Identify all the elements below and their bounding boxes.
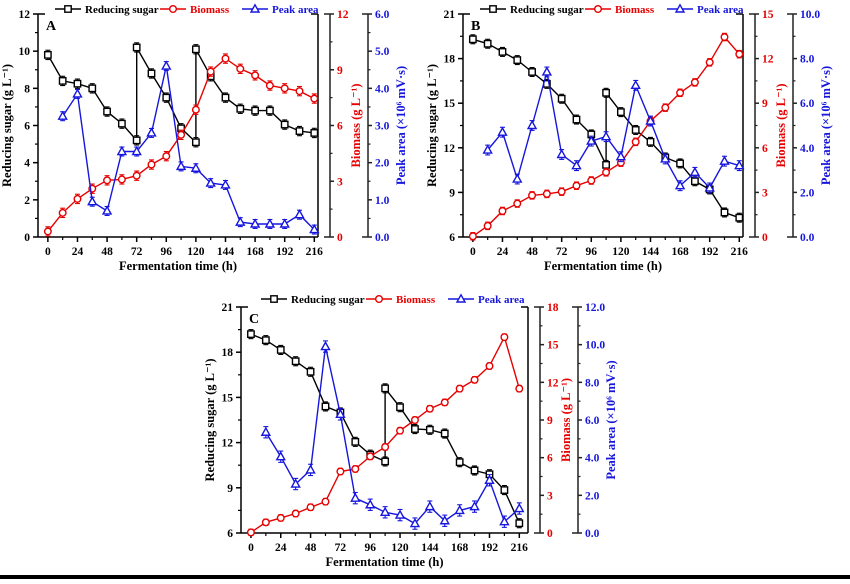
axis-biomass-title: Biomass (g L⁻¹) xyxy=(559,378,573,462)
axis-text: 6.0 xyxy=(375,9,390,21)
axis-text: 9 xyxy=(227,482,233,495)
axis-text: 48 xyxy=(101,246,113,258)
axis-text: 6 xyxy=(337,120,343,133)
plot-frame-right xyxy=(736,14,743,237)
chart-svg-A xyxy=(0,0,425,290)
axis-text: 10.0 xyxy=(585,339,606,352)
axis-text: 24 xyxy=(275,542,287,554)
axis-text: 192 xyxy=(480,542,499,554)
axis-peak-area-title: Peak area (×10⁶ mV·s) xyxy=(819,65,833,186)
axis-text: 216 xyxy=(305,246,323,258)
chart-panel-c xyxy=(203,290,663,580)
axis-biomass-title: Biomass (g L⁻¹) xyxy=(774,83,788,168)
axis-text: 96 xyxy=(160,246,173,258)
left-axis-title: Reducing sugar (g L⁻¹) xyxy=(0,64,14,187)
axis-text: 18 xyxy=(547,302,559,314)
axis-text: 168 xyxy=(671,246,689,258)
axis-text: 8.0 xyxy=(800,53,815,66)
axis-text: 0.0 xyxy=(800,232,815,244)
axis-text: 5.0 xyxy=(375,46,390,59)
axis-text: 15 xyxy=(547,339,559,352)
legend-label-1: Reducing sugar xyxy=(85,4,159,16)
left-axis-title: Reducing sugar (g L⁻¹) xyxy=(425,64,439,187)
axis-text: 12 xyxy=(547,377,559,390)
axis-text: 144 xyxy=(216,246,235,258)
axis-text: 4 xyxy=(24,157,30,170)
axis-text: 12.0 xyxy=(585,302,606,314)
axis-text: 12 xyxy=(18,9,30,21)
plot-frame-right xyxy=(311,14,318,237)
axis-text: 96 xyxy=(585,246,598,258)
axis-text: 12 xyxy=(337,9,349,21)
axis-text: 8 xyxy=(24,83,30,96)
axis-text: 24 xyxy=(71,246,84,258)
axis-text: 2.0 xyxy=(800,187,815,200)
axis-peak-area xyxy=(362,14,372,237)
chart-svg-B xyxy=(425,0,850,290)
axis-text: 0 xyxy=(337,232,343,244)
axis-text: 192 xyxy=(276,246,294,258)
panel-label: C xyxy=(249,312,260,327)
axis-text: 6 xyxy=(547,452,553,465)
axis-text: 0 xyxy=(762,232,768,244)
axis-text: 21 xyxy=(443,9,455,21)
series-reducing-sugar xyxy=(470,35,743,222)
axis-text: 3.0 xyxy=(375,120,390,133)
left-axis-title: Reducing sugar (g L⁻¹) xyxy=(203,358,217,482)
axis-text: 2 xyxy=(24,194,30,207)
axis-text: 18 xyxy=(443,53,455,66)
axis-text: 1.0 xyxy=(375,194,390,207)
legend-label-2: Biomass xyxy=(396,294,436,306)
legend-label-3: Peak area xyxy=(697,4,744,16)
axis-text: 0 xyxy=(469,246,476,258)
axis-text: 4.0 xyxy=(585,452,600,465)
axis-text: 18 xyxy=(221,347,233,360)
axis-text: 4.0 xyxy=(375,83,390,96)
axis-peak-area xyxy=(787,14,797,237)
series-peak-area xyxy=(262,341,523,529)
axis-text: 9 xyxy=(547,415,553,427)
legend xyxy=(55,4,319,16)
axis-text: 0 xyxy=(248,542,254,554)
panel-label: B xyxy=(471,19,481,34)
axis-text: 15 xyxy=(762,9,774,21)
axis-text: 72 xyxy=(555,246,568,258)
axis-text: 12 xyxy=(221,437,233,450)
series-peak-area xyxy=(484,67,744,193)
x-axis-title: Fermentation time (h) xyxy=(325,555,444,569)
axis-biomass xyxy=(324,14,334,237)
axis-text: 3 xyxy=(762,187,768,200)
axis-text: 0.0 xyxy=(585,528,600,540)
axis-text: 8.0 xyxy=(585,377,600,390)
axis-text: 10 xyxy=(18,46,30,59)
axis-text: 96 xyxy=(364,542,376,554)
axis-text: 144 xyxy=(641,246,660,258)
axis-text: 15 xyxy=(443,98,455,111)
axis-bottom xyxy=(38,237,318,242)
axis-text: 48 xyxy=(526,246,538,258)
x-axis-title: Fermentation time (h) xyxy=(118,259,238,273)
axis-text: 3 xyxy=(337,176,343,189)
axis-text: 9 xyxy=(762,98,768,111)
axis-biomass xyxy=(749,14,759,237)
axis-bottom xyxy=(241,533,528,538)
axis-text: 12 xyxy=(443,142,455,155)
axis-text: 168 xyxy=(246,246,264,258)
axis-text: 0 xyxy=(547,528,553,540)
axis-left xyxy=(458,14,470,237)
axis-bottom xyxy=(463,237,743,242)
axis-left xyxy=(33,14,45,237)
chart-panel-a xyxy=(0,0,425,295)
axis-text: 10.0 xyxy=(800,9,821,21)
axis-text: 15 xyxy=(221,392,233,405)
axis-text: 6.0 xyxy=(800,98,815,111)
axis-biomass-title: Biomass (g L⁻¹) xyxy=(349,83,363,168)
axis-text: 9 xyxy=(337,64,343,77)
axis-text: 6 xyxy=(762,142,768,155)
series-biomass xyxy=(45,54,318,236)
axis-text: 72 xyxy=(334,542,347,554)
axis-text: 120 xyxy=(612,246,630,258)
plot-frame-right xyxy=(521,307,528,533)
legend-label-1: Reducing sugar xyxy=(510,4,584,16)
axis-text: 12 xyxy=(762,53,774,66)
axis-text: 216 xyxy=(730,246,748,258)
x-axis-title: Fermentation time (h) xyxy=(543,259,663,273)
axis-text: 6 xyxy=(449,232,455,244)
axis-text: 192 xyxy=(701,246,719,258)
series-reducing-sugar xyxy=(248,330,523,528)
axis-text: 0 xyxy=(44,246,51,258)
axis-text: 2.0 xyxy=(585,490,600,503)
axis-text: 144 xyxy=(421,542,439,554)
axis-text: 3 xyxy=(547,490,553,503)
axis-text: 72 xyxy=(130,246,143,258)
axis-text: 4.0 xyxy=(800,142,815,155)
axis-text: 6 xyxy=(227,528,233,540)
axis-text: 168 xyxy=(451,542,469,554)
axis-text: 120 xyxy=(187,246,205,258)
legend xyxy=(261,294,525,306)
axis-text: 9 xyxy=(449,187,455,200)
chart-svg-C xyxy=(203,290,663,575)
axis-text: 120 xyxy=(391,542,409,554)
legend-label-2: Biomass xyxy=(615,4,655,16)
axis-text: 2.0 xyxy=(375,157,390,170)
axis-left xyxy=(236,307,248,533)
legend-label-2: Biomass xyxy=(190,4,230,16)
figure-bottom-border xyxy=(0,575,850,579)
axis-text: 6 xyxy=(24,120,30,133)
axis-peak-area-title: Peak area (×10⁶ mV·s) xyxy=(604,360,618,480)
axis-text: 48 xyxy=(304,542,317,554)
axis-peak-area xyxy=(572,307,582,533)
axis-peak-area-title: Peak area (×10⁶ mV·s) xyxy=(394,65,408,186)
axis-text: 6.0 xyxy=(585,415,600,427)
panel-label: A xyxy=(46,19,57,34)
axis-text: 0.0 xyxy=(375,232,390,244)
axis-text: 0 xyxy=(24,232,30,244)
chart-panel-b xyxy=(425,0,850,295)
legend xyxy=(480,4,744,16)
legend-label-3: Peak area xyxy=(272,4,319,16)
legend-label-1: Reducing sugar xyxy=(291,294,365,306)
axis-biomass xyxy=(534,307,544,533)
axis-text: 24 xyxy=(496,246,509,258)
legend-label-3: Peak area xyxy=(478,294,525,306)
axis-text: 21 xyxy=(221,302,233,314)
axis-text: 216 xyxy=(510,542,528,554)
